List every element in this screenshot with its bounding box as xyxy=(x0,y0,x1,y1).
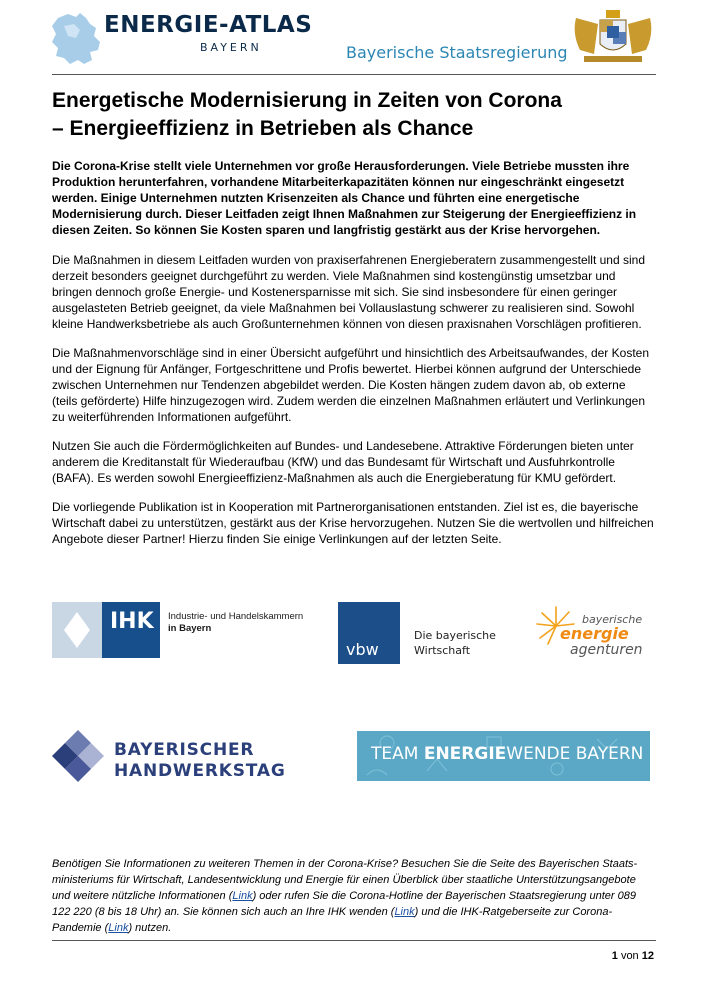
title-line-2: – Energieeffizienz in Betrieben als Chance xyxy=(52,117,474,140)
bavarian-crest-icon xyxy=(570,10,656,64)
title-line-1: Energetische Modernisierung in Zeiten von Corona xyxy=(52,89,562,112)
ministry-link[interactable]: Link xyxy=(232,890,253,902)
ihk-abbreviation: IHK xyxy=(110,609,154,634)
vbw-name-line-1: Die bayerische xyxy=(414,629,496,642)
energie-atlas-subtitle: BAYERN xyxy=(200,41,262,54)
vbw-abbreviation: vbw xyxy=(346,640,379,659)
bea-line-1: bayerische xyxy=(582,613,643,626)
lead-paragraph: Die Corona-Krise stellt viele Unternehmen vor große Herausforderungen. Viele Betriebe mussten ihre Produktion herunterfahren, vorhandene Mitarbeiterkapazitäten können nur eingeschränkt eingesetzt werden. Einige Unternehmen nutzten Krisenzeiten als Chance und führten eine energetische Modernisierung durch. Dieser Leitfaden zeigt Ihnen Maßnahmen zur Steigerung der Energieeffizienz in diesen Zeiten. So können Sie Kosten sparen und langfristig gestärkt aus der Krise hervorgehen. xyxy=(52,159,637,237)
footer-text-1: Benötigen Sie Informationen zu weiteren Themen in der Corona-Krise? Besuchen Sie die Seite des Bayerischen Staats-ministeriums für Wirtschaft, Landesentwicklung und Energie für einen Überblick über staatliche Unterstützungsangebote und weitere nützliche Informationen ( xyxy=(52,858,638,902)
handwerkstag-line-2: HANDWERKSTAG xyxy=(114,761,286,781)
paragraph-measures: Die Maßnahmen in diesem Leitfaden wurden von praxiserfahrenen Energieberatern zusammengestellt und sind derzeit besonders geeignet durchgeführt zu werden. Viele Maßnahmen sind kostengünstig umsetzbar und bringen dennoch große Energie- und Kostenersparnisse mit sich. Sie sind insbesondere für einen geringer ausgelasteten Betrieb geeignet, da viele Maßnahmen bei Vollauslastung schwerer zu realisieren sind. Sowohl kleine Handwerksbetriebe als auch Großunternehmen können von diesen praxisnahen Vorschlägen profitieren. xyxy=(52,253,646,331)
energie-text: ENERGIE xyxy=(423,744,507,764)
footer-text-2: ) oder rufen Sie die Corona-Hotline der Bayerischen Staatsregierung unter 089 122 220 (8 bis 18 Uhr) an. Sie können sich auch an Ihre IHK wenden ( xyxy=(52,890,636,918)
ihk-name-line-2: in Bayern xyxy=(168,623,212,634)
footer-text-4: ) nutzen. xyxy=(128,922,172,934)
bayerischer-handwerkstag-logo xyxy=(52,730,286,782)
ihk-corona-link[interactable]: Link xyxy=(108,922,129,934)
bea-line-2: energie xyxy=(560,624,629,643)
energie-atlas-title: ENERGIE-ATLAS xyxy=(104,12,313,38)
ihk-link[interactable]: Link xyxy=(394,906,415,918)
bavaria-map-icon xyxy=(50,12,102,66)
wende-bayern-text: WENDE BAYERN xyxy=(506,744,644,764)
vbw-logo xyxy=(338,602,508,664)
paragraph-cooperation: Die vorliegende Publikation ist in Kooperation mit Partnerorganisationen entstanden. Ziel ist es, die bayerische Wirtschaft dabei zu unterstützen, gestärkt aus der Krise hervorzugehen. Nutzen Sie die wertvollen und hilfreichen Angebote dieser Partner! Hierzu finden Sie einige Verlinkungen auf der letzten Seite. xyxy=(52,500,654,546)
page-header xyxy=(0,0,707,74)
page-total: 12 xyxy=(641,950,654,962)
ihk-diamond-icon xyxy=(64,612,90,648)
team-text: TEAM xyxy=(371,744,424,764)
bayerische-energieagenturen-logo xyxy=(534,604,659,662)
team-energiewende-logo xyxy=(357,731,650,781)
document-title xyxy=(52,87,672,143)
footer-note xyxy=(52,856,656,936)
paragraph-overview: Die Maßnahmenvorschläge sind in einer Übersicht aufgeführt und hinsichtlich des Arbeitsaufwandes, der Kosten und der Eignung für Anfänger, Fortgeschrittene und Profis bewertet. Hierbei können aufgrund der Unterschiede zwischen Unternehmen nur Tendenzen abgebildet werden. Die Kosten hängen zudem davon ab, ob externe (teils geförderte) Hilfe hinzugezogen wird. Zudem werden die einzelnen Maßnahmen erläutert und Verlinkungen zu weiterführenden Informationen aufgeführt. xyxy=(52,346,649,424)
page-current: 1 xyxy=(611,950,618,962)
footer-divider xyxy=(52,940,656,941)
paragraph-funding: Nutzen Sie auch die Fördermöglichkeiten auf Bundes- und Landesebene. Attraktive Förderungen bieten unter anderem die Kreditanstalt für Wiederaufbau (KfW) und das Bundesamt für Wirtschaft und Ausfuhrkontrolle (BAFA). Es werden sowohl Energieeffizienz-Maßnahmen als auch die Energieberatung für KMU gefördert. xyxy=(52,439,634,485)
handwerkstag-line-1: BAYERISCHER xyxy=(114,740,255,760)
page-number xyxy=(612,950,654,962)
vbw-name-line-2: Wirtschaft xyxy=(414,644,471,657)
handwerkstag-cubes-icon xyxy=(52,730,104,782)
bea-line-3: agenturen xyxy=(570,642,643,658)
body-content xyxy=(52,158,654,560)
ihk-logo xyxy=(52,602,312,658)
ihk-name-line-1: Industrie- und Handelskammern xyxy=(168,611,304,622)
header-divider xyxy=(52,74,656,75)
government-name: Bayerische Staatsregierung xyxy=(346,43,568,62)
footer-text-3: ) und die IHK-Ratgeberseite zur Corona-Pandemie ( xyxy=(52,906,613,934)
page-of: von xyxy=(620,950,639,962)
